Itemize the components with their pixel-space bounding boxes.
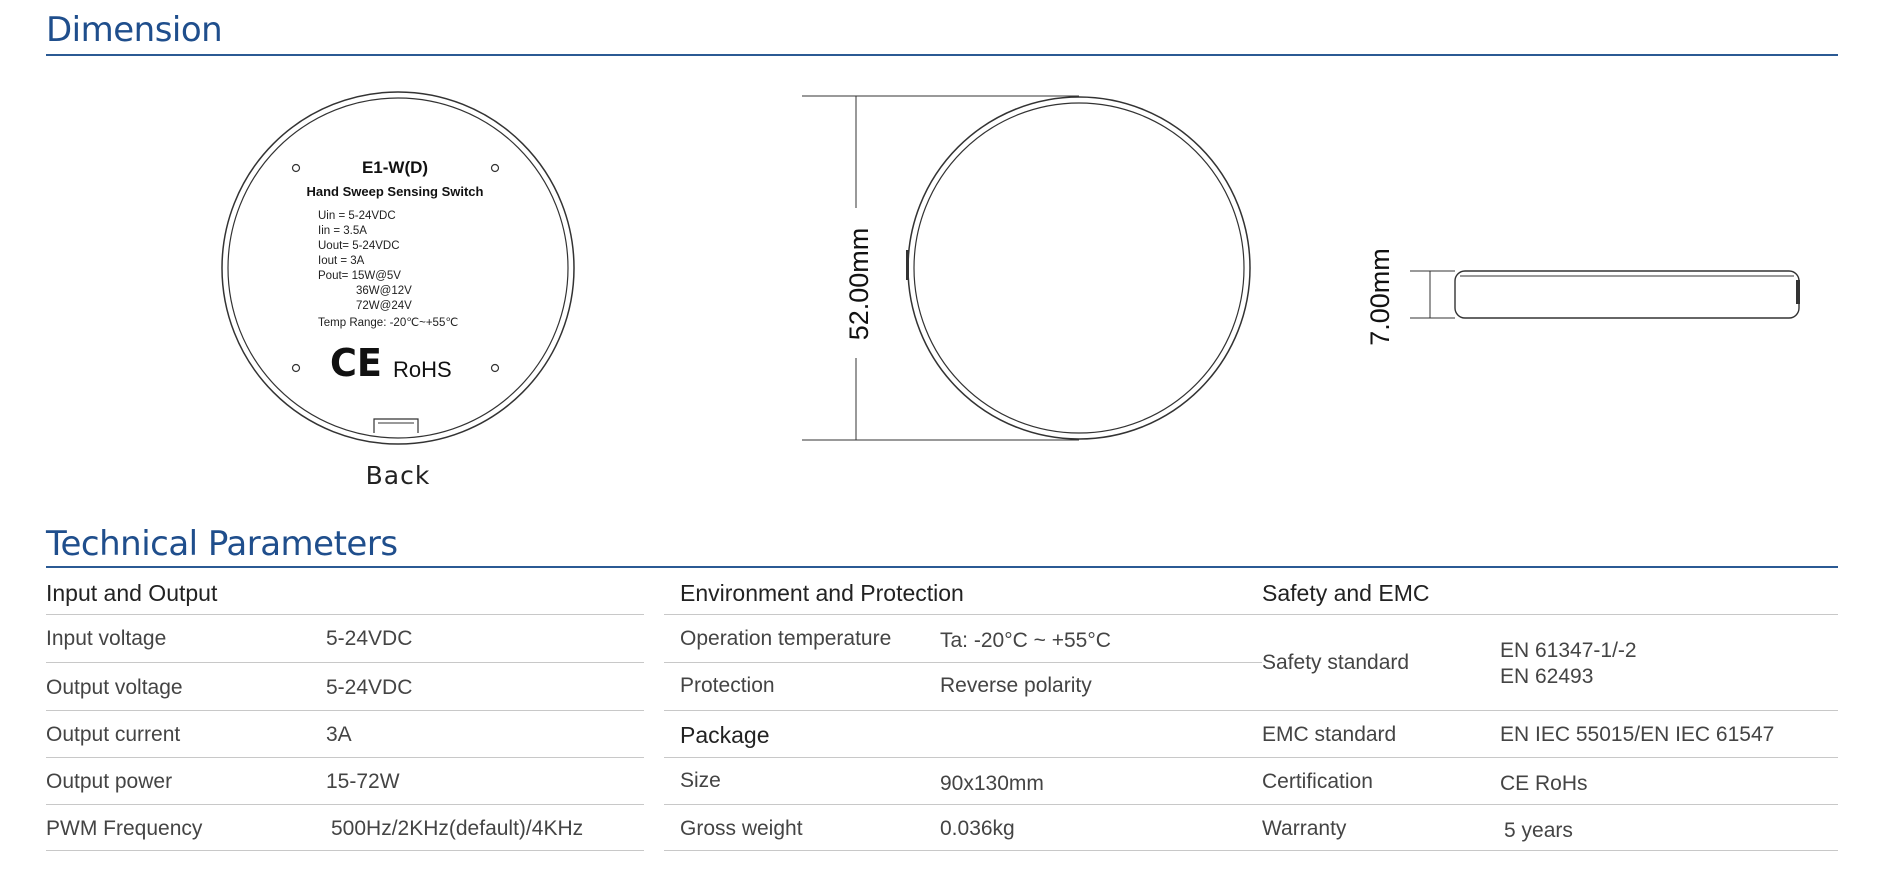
table-row [46, 662, 644, 711]
table-row [1262, 710, 1838, 758]
param-label: Size [680, 769, 721, 792]
param-label: Operation temperature [680, 627, 892, 650]
back-label: Back [365, 461, 431, 490]
back-inner-circle [228, 98, 568, 438]
front-view [802, 96, 1250, 440]
param-label: Output current [46, 723, 181, 746]
spec-line: Uin = 5-24VDC [318, 210, 396, 222]
technical-divider [46, 566, 1838, 568]
param-value: EN IEC 55015/EN IEC 61547 [1500, 723, 1775, 746]
technical-parameters-title: Technical Parameters [46, 524, 398, 564]
dimension-divider [46, 54, 1838, 56]
package-header: Package [680, 722, 770, 748]
table-row [1262, 804, 1838, 851]
param-label: Protection [680, 674, 775, 697]
diameter-label: 52.00mm [844, 227, 874, 341]
product-name: Hand Sweep Sensing Switch [306, 184, 484, 199]
spec-line: Temp Range: -20℃~+55℃ [318, 317, 459, 329]
spec-line: Iin = 3.5A [318, 225, 367, 237]
table-row [46, 710, 644, 758]
table-header-row [1262, 570, 1838, 615]
table-row [664, 757, 1262, 805]
param-value: Ta: -20°C ~ +55°C [940, 629, 1111, 652]
table-row [664, 662, 1262, 711]
param-value: CE RoHs [1500, 772, 1588, 795]
spec-line: Uout= 5-24VDC [318, 240, 400, 252]
table-row [46, 757, 644, 805]
spec-line: 72W@24V [356, 300, 412, 312]
param-value: Reverse polarity [940, 674, 1092, 697]
table-row [1262, 757, 1838, 805]
table-row [1262, 614, 1838, 711]
spec-line: 36W@12V [356, 285, 412, 297]
rohs-mark: RoHS [393, 357, 452, 382]
param-value-line: EN 62493 [1500, 665, 1594, 688]
table-row [46, 614, 644, 663]
screw-hole-icon [293, 165, 300, 172]
dimension-drawings [0, 60, 1884, 500]
spec-line: Pout= 15W@5V [318, 270, 401, 282]
product-model: E1-W(D) [361, 158, 429, 177]
param-label: Warranty [1262, 817, 1347, 840]
spec-line: Iout = 3A [318, 255, 365, 267]
param-value: 5-24VDC [326, 676, 413, 699]
param-value: 0.036kg [940, 817, 1015, 840]
param-label: Safety standard [1262, 651, 1410, 674]
screw-hole-icon [492, 365, 499, 372]
height-label: 7.00mm [1365, 248, 1395, 346]
front-inner-circle [914, 103, 1244, 433]
param-label: Certification [1262, 770, 1373, 793]
param-label: Gross weight [680, 817, 803, 840]
table-row [664, 614, 1262, 663]
dimension-title: Dimension [46, 10, 223, 50]
param-value: 3A [326, 723, 352, 746]
param-label: Input voltage [46, 627, 167, 650]
table-row [46, 804, 644, 851]
param-label: EMC standard [1262, 723, 1397, 746]
param-label: Output voltage [46, 676, 183, 699]
table-row [664, 804, 1262, 851]
table-header-row [664, 570, 1262, 615]
side-notch [1796, 280, 1800, 304]
param-value [1500, 638, 1637, 690]
param-value: 500Hz/2KHz(default)/4KHz [331, 817, 584, 840]
environment-header: Environment and Protection [680, 580, 964, 606]
back-notch [374, 419, 418, 433]
param-label: PWM Frequency [46, 817, 203, 840]
table-header-row [664, 710, 1262, 758]
back-outer-circle [222, 92, 574, 444]
param-value: 90x130mm [940, 772, 1044, 795]
param-value: 15-72W [326, 770, 400, 793]
front-outer-circle [908, 97, 1250, 439]
ce-mark-icon: CE [330, 341, 382, 385]
table-header-row [46, 570, 644, 615]
screw-hole-icon [293, 365, 300, 372]
param-label: Output power [46, 770, 173, 793]
input-output-header: Input and Output [46, 580, 218, 606]
back-view [222, 92, 574, 490]
front-notch [906, 250, 909, 280]
safety-header: Safety and EMC [1262, 580, 1430, 606]
param-value-line: EN 61347-1/-2 [1500, 639, 1637, 662]
param-value: 5-24VDC [326, 627, 413, 650]
side-body [1455, 271, 1799, 318]
param-value: 5 years [1504, 819, 1573, 842]
screw-hole-icon [492, 165, 499, 172]
side-view [1365, 248, 1800, 346]
